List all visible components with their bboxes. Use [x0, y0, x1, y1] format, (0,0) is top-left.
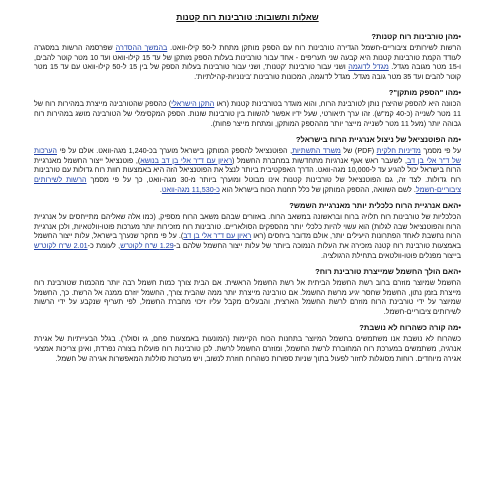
section-question: •מה הפוטנציאל של ניצול אנרגיית הרוח בישראל?	[295, 135, 461, 145]
faq-section	[34, 88, 461, 128]
inline-link[interactable]: הערכות של ד"ר אלי בן דב	[34, 146, 461, 165]
faq-section	[34, 32, 461, 81]
section-question: •מהן טורבינות רוח קטנות?	[371, 32, 461, 41]
section-answer: על פי מסמך מדיניות חלקית (PDF) של משרד התשתיות, הפוטנציאל להספק המותקן בישראל מוערך בכ-1,240 מגה-וואט. אולם על פי הערכות של ד"ר אלי בן דב, לשעבר ראש אגף אנרגיות מתחדשות במחברת החשמל (ראיון עם ד"ר אלי בן דב בנושא), פוטנציאל ייצור החשמל מאנרגיית הרוח בישראל יכול להגיע עד ל-10,000 מגה-וואט. הדרך האפקטיבית ביותר לנצל את הפוטנציאל הזה היא באמצעות חוות רוח גדולות עם טורבינות רוח גדולות. לצד זה, גם הפוטנציאל של טורבינות קטנות אינו מבוטל ומוערך ביותר מ-30 מגה-וואט, כך על פי מסמך הרשות לשירותים ציבוריים-חשמל. לשם השוואה, ההספק המותקן של כלל תחנות הכוח בישראל הוא כ-11,530 מגה-וואט.	[34, 146, 461, 194]
faq-section	[34, 323, 461, 363]
section-answer: החשמל שמיוצר מוזרם ברוב רשת החשמל הביתית אל רשת החשמל הראשית. אם הבית צורך כמות חשמל רבה יותר מהכמות שטורבינת רוח מייצרת בזמן נתון, החשמל שחסר יגיע מרשת החשמל. אם טורבינה מייצרת יותר ממה שהבית צורך, החשמל יוזרם ממנה אל הרשת. כך, החשמל שמיוצר על ידי טורבינת הרוח מוזרם לרשת החשמל הארצית, והבעלים מקבל עליו זיכוי מחברת החשמל, לפי תעריף שנקבע על ידי הרשות לשירותים ציבוריים-חשמל.	[34, 278, 461, 316]
inline-link[interactable]: 1.29 ש"ח לקוט"ש	[120, 240, 174, 250]
inline-link[interactable]: ראיון עם ד"ר אלי בן דב בנושא	[140, 155, 233, 165]
faq-section	[34, 201, 461, 260]
inline-link[interactable]: ראיון עם ד"ר אלי בן דב	[183, 231, 252, 241]
inline-link[interactable]: הרשות לשירותים ציבוריים-חשמל	[34, 174, 461, 194]
section-question: •האם אנרגיית הרוח כלכלית יותר מאנרגיית השמש?	[289, 201, 461, 211]
faq-section	[34, 135, 461, 194]
inline-link[interactable]: בהמשך ההסדרה	[115, 43, 168, 52]
section-answer: הכוונה היא להספק שהיצרן נותן לטורבינת הרוח, והוא מוגדר בטורבינות קטנות (ראו התקן הישראלי) כהספק שהטורבינה מייצרת במהירות רוח של 11 מטר לשנייה (כ-40 קמ"ש). זהו ערך תיאורטי, שעל ידיו אפשר להשוות בין טורבינות שונות. הספק המקסימלי של הטורבינה מושג במהירות רוח גבוהה יותר (מעל 11 מטר לשנייה מייצר יותר מההספק המותקן, ומתחת מייצר פחות).	[34, 99, 461, 128]
section-answer: הרשות לשירותים ציבוריים-חשמל הגדירה טורבינות רוח עם הספק מותקן מתחת ל-50 קילו-וואט. בהמשך ההסדרה שפרסמה הרשות במסגרה לעודד הקמת טורבינות קטנות היא קבעה שני תעריפים - אחד עבור טורבינות בעלות הספק מותקן של עד 15 קילו-וואט ועד 10 מטר קוטר להבים, ו-15 מטר מגובה מגדל. מגדל לדוגמה ושני עבור טורבינות 'קטנות', ושני עבור טורבינות בעלות הספק של בין 15 ל-50 קילו-וואט עם עד 15 מטר קוטר להבים ועד 35 מטר גובה מגדל. מגדל לדוגמה, המכונות טורבינות 'בינוניות-קהילתיות'.	[34, 43, 462, 81]
inline-link[interactable]: 2.01 ש"ח לקוט"ש	[34, 240, 88, 250]
inline-link[interactable]: מגדל לדוגמה	[348, 62, 389, 72]
inline-link[interactable]: התקן הישראלי	[171, 99, 215, 109]
document-title: שאלות ותשובות: טורבינות רוח קטנות	[176, 12, 319, 22]
inline-link[interactable]: משרד התשתיות	[292, 146, 341, 156]
section-question: •מהו "הספק מותקן"?	[388, 88, 461, 98]
section-question: •מה קורה כשהרוח לא נושבת?	[359, 323, 461, 333]
section-question: •האם הולך החשמל שמייצרת טורבינת רוח?	[315, 267, 461, 277]
inline-link[interactable]: מדיניות חלקית	[376, 146, 421, 156]
inline-link[interactable]: כ-11,530 מגה-וואט	[161, 184, 220, 194]
section-answer: הכלכליות של טורבינות רוח תלויה ברוח ובראשונה במשאב הרוח. באזורים שבהם משאב הרוח מספיק, (כמו אלה שאליהם מתייחסים על אנרגיית הרוח והפוטנציאל שבה לגלות) הוא עשוי להיות כלכלי יותר מהספקים הסולאריים. טורבינות רוח מזכירות יותר מערכות פוטו-וולטאיות, ולכן אנרגיית הרוח נחשבת לאחד הפתרונות היעילים יותר, אולם מדובר ביחסים (ראו ראיון עם ד"ר אלי בן דב). על פי מחקר שנערך בישראל, עלות ייצור החשמל באמצעות טורבינת רוח קטנה מזכירה את העלות הנמוכה ביותר של עלות ייצור החשמל שלהם ב-1.29 ש"ח לקוט"ש, לעומת כ-2.01 ש"ח לקוט"ש בייצור מפנלים פוטו-וולטאים בתחילת הרגולציה.	[34, 212, 462, 260]
faq-section	[34, 267, 461, 316]
section-answer: כשהרוח לא נושבת אנו משתמשים בחשמל המיוצר בתחנות הכוח הקיימות (המונעות באמצעות פחם, גז וסולר). בגלל הבעייתיות של אגירת אנרגיה, משתמשים במערכת רוח המחוברת לרשת החשמל, ומוזרם החשמל לרשת. לכן טורבינות רוח פועלות בצורה נפרדת, ואינן צריכות אמצעי אגירה מיוחדים. רוחות מסוגלות לחזור לפעול בתוך שניות ספורות כשהרוח חוזרת לנשוב, ויש מערכות סוללות המאפשרות אגירה של חשמל.	[34, 334, 461, 363]
